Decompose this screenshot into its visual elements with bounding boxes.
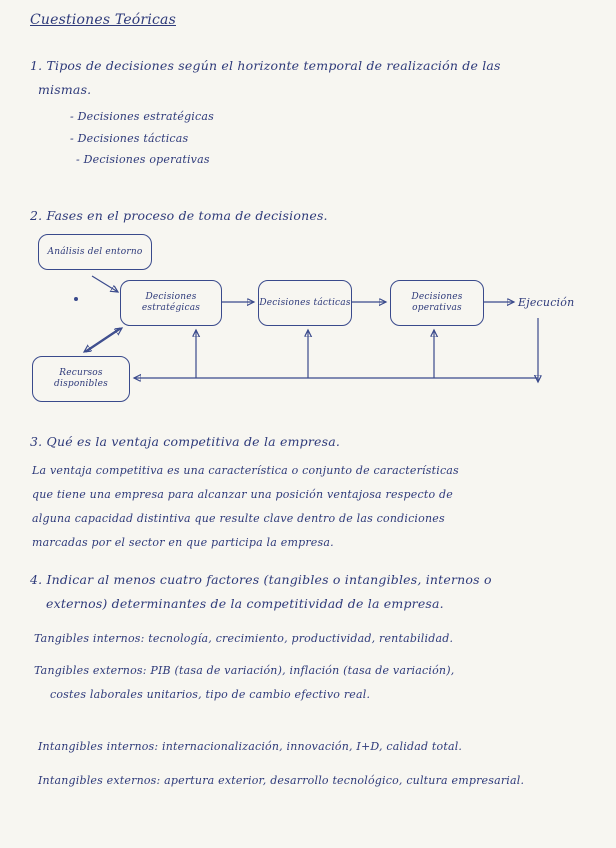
arrow-analysis-strategic <box>92 276 118 292</box>
q4-answer-line-2: Tangibles externos: PIB (tasa de variación), inflación (tasa de variación), <box>34 664 455 677</box>
ink-dot <box>75 298 78 301</box>
q4-answer-line-3: costes laborales unitarios, tipo de cambio efectivo real. <box>50 688 371 701</box>
q3-answer-line-3: alguna capacidad distintiva que resulte clave dentro de las condiciones <box>32 512 445 525</box>
q1-line-1: 1. Tipos de decisiones según el horizonte temporal de realización de las <box>30 58 501 73</box>
q3-answer-line-4: marcadas por el sector en que participa la empresa. <box>32 536 334 549</box>
box-tactical-label: Decisiones tácticas <box>259 297 351 308</box>
q1-item-strategic: - Decisiones estratégicas <box>70 110 214 123</box>
box-resources-label: Recursos disponibles <box>54 368 108 389</box>
page-title: Cuestiones Teóricas <box>30 12 176 28</box>
q4-answer-line-5: Intangibles externos: apertura exterior, desarrollo tecnológico, cultura empresarial. <box>38 774 525 787</box>
q2-heading: 2. Fases en el proceso de toma de decisiones. <box>30 208 328 223</box>
q1-item-tactical: - Decisiones tácticas <box>70 132 189 145</box>
q3-answer-line-2: que tiene una empresa para alcanzar una posición ventajosa respecto de <box>32 488 453 501</box>
q4-answer-line-1: Tangibles internos: tecnología, crecimiento, productividad, rentabilidad. <box>34 632 454 645</box>
arrow-resources-strategic <box>86 328 122 352</box>
box-operational-label: Decisiones operativas <box>411 292 463 313</box>
q4-line-2: externos) determinantes de la competitividad de la empresa. <box>46 596 444 611</box>
arrow-strategic-resources <box>84 328 120 352</box>
box-analysis-label: Análisis del entorno <box>47 246 143 257</box>
q4-line-1: 4. Indicar al menos cuatro factores (tangibles o intangibles, internos o <box>30 572 492 587</box>
q1-line-2: mismas. <box>38 82 92 97</box>
q3-answer-line-1: La ventaja competitiva es una característica o conjunto de características <box>32 464 459 477</box>
q4-answer-line-4: Intangibles internos: internacionalización, innovación, I+D, calidad total. <box>38 740 463 753</box>
q1-item-operational: - Decisiones operativas <box>76 153 210 166</box>
execution-label: Ejecución <box>518 296 575 309</box>
box-strategic-label: Decisiones estratégicas <box>141 292 201 313</box>
q3-heading: 3. Qué es la ventaja competitiva de la empresa. <box>30 434 341 449</box>
